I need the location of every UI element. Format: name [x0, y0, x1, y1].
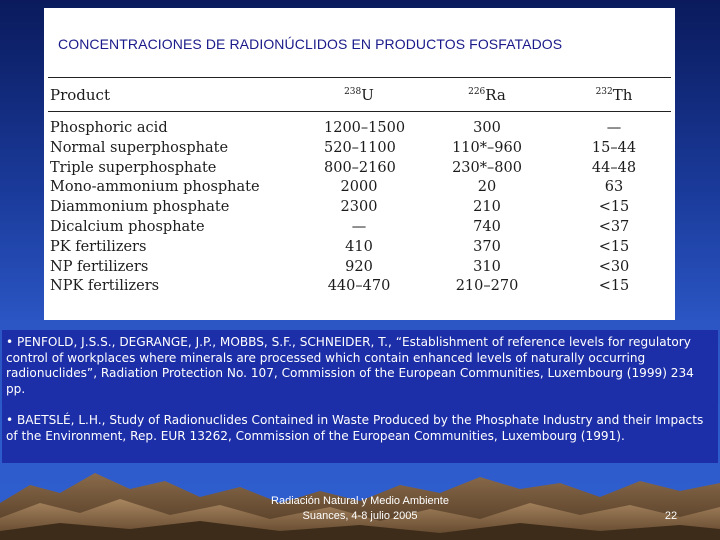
references-box	[2, 330, 718, 463]
table-header-row	[44, 86, 675, 110]
footer-line1: Radiación Natural y Medio Ambiente	[271, 495, 449, 507]
cell-ra226: 210	[473, 199, 501, 216]
cell-ra226: 300	[473, 120, 501, 136]
table-header-rule	[48, 111, 671, 112]
cell-product: NPK fertilizers	[50, 278, 160, 295]
table-top-rule	[48, 77, 671, 78]
cell-th232: 63	[604, 179, 624, 196]
slide-title: CONCENTRACIONES DE RADIONÚCLIDOS EN PRODUCTOS FOSFATADOS	[58, 36, 563, 52]
header-product: Product	[50, 86, 110, 104]
table-row	[44, 179, 675, 199]
cell-th232: <30	[598, 258, 630, 275]
page-number: 22	[664, 510, 678, 522]
header-ra226: $^{226}$Ra	[468, 86, 506, 104]
table-row	[44, 278, 675, 298]
cell-th232: <37	[598, 218, 630, 235]
cell-product: Mono-ammonium phosphate	[50, 179, 260, 196]
table-panel	[44, 8, 675, 320]
cell-u238: 410	[345, 238, 373, 255]
table-row	[44, 120, 675, 140]
cell-u238: 800–2160	[324, 159, 396, 176]
table-row	[44, 160, 675, 180]
cell-th232: <15	[598, 278, 630, 295]
cell-th232: —	[606, 120, 622, 136]
cell-u238: 2300	[340, 199, 378, 216]
cell-product: Dicalcium phosphate	[50, 218, 205, 235]
cell-th232: <15	[598, 199, 630, 216]
cell-product: PK fertilizers	[50, 238, 147, 255]
table-row	[44, 199, 675, 219]
header-u238: $^{238}$U	[344, 86, 374, 104]
cell-ra226: 370	[473, 238, 501, 255]
cell-u238: 1200–1500	[324, 120, 406, 136]
cell-u238: —	[351, 218, 367, 235]
table-body	[44, 120, 675, 298]
cell-ra226: 230*–800	[452, 159, 522, 176]
footer-line2: Suances, 4-8 julio 2005	[302, 510, 418, 522]
cell-u238: 2000	[340, 179, 378, 196]
table-row	[44, 259, 675, 279]
cell-ra226: 310	[473, 258, 501, 275]
table-row	[44, 140, 675, 160]
cell-product: Diammonium phosphate	[50, 199, 230, 216]
cell-th232: 15–44	[591, 139, 637, 156]
table-row	[44, 219, 675, 239]
cell-product: Phosphoric acid	[50, 120, 168, 136]
cell-u238: 440–470	[327, 278, 391, 295]
footer-text	[220, 494, 500, 524]
cell-u238: 920	[345, 258, 373, 275]
reference-baetsle: • BAETSLÉ, L.H., Study of Radionuclides Contained in Waste Produced by the Phosphate Industry and their Impacts of the Environment, Rep. EUR 13262, Commission of the European Communities, Luxembourg (1991).	[6, 413, 704, 443]
cell-ra226: 740	[473, 218, 501, 235]
cell-product: NP fertilizers	[50, 258, 149, 275]
cell-product: Triple superphosphate	[50, 159, 217, 176]
header-th232: $^{232}$Th	[595, 86, 633, 104]
reference-penfold: • PENFOLD, J.S.S., DEGRANGE, J.P., MOBBS, S.F., SCHNEIDER, T., “Establishment of reference levels for regulatory control of workplaces where minerals are processed which contain enhanced levels of naturally occurring radionuclides”, Radiation Protection No. 107, Commission of the European Communities, Luxembourg (1999) 234 pp.	[6, 335, 694, 396]
cell-ra226: 20	[477, 179, 497, 196]
cell-product: Normal superphosphate	[50, 139, 229, 156]
cell-th232: <15	[598, 238, 630, 255]
table-row	[44, 239, 675, 259]
cell-th232: 44–48	[591, 159, 637, 176]
cell-u238: 520–1100	[324, 139, 396, 156]
cell-ra226: 110*–960	[452, 139, 522, 156]
cell-ra226: 210–270	[455, 278, 519, 295]
